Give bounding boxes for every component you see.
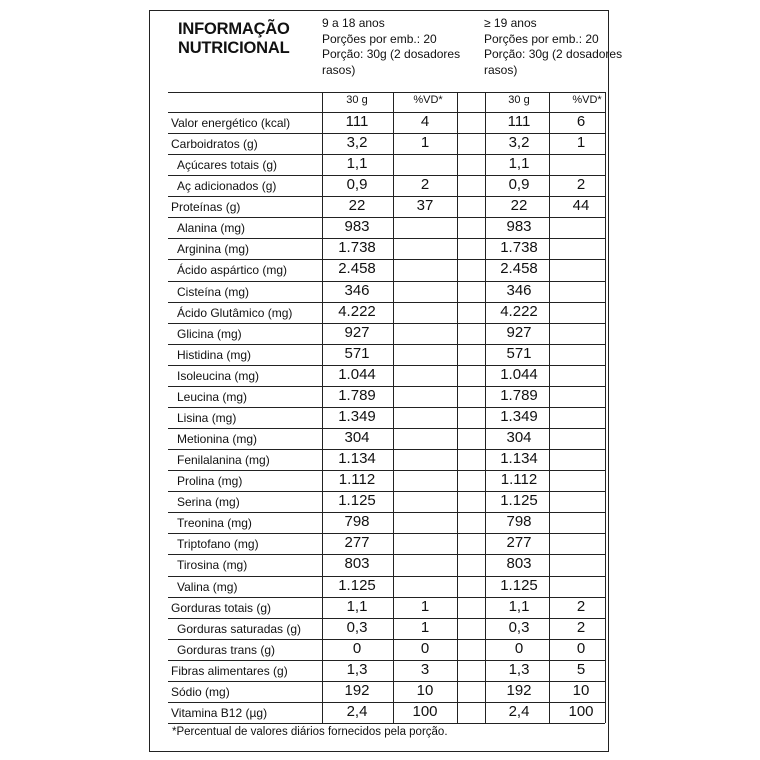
table-row <box>149 681 609 702</box>
value-19-plus: 571 <box>506 344 532 362</box>
column-rule <box>485 92 486 723</box>
table-row <box>149 491 609 512</box>
table-row <box>149 175 609 196</box>
nutrient-label: Fibras alimentares (g) <box>171 663 288 678</box>
vd-9-18: 1 <box>420 618 430 636</box>
value-9-18: 0,9 <box>346 176 368 194</box>
value-9-18: 0,3 <box>346 618 368 636</box>
value-19-plus: 22 <box>510 197 528 215</box>
table-row <box>149 259 609 280</box>
vd-9-18: 2 <box>420 176 430 194</box>
value-19-plus: 983 <box>506 218 532 236</box>
value-9-18: 2,4 <box>346 702 368 720</box>
nutrient-table <box>149 0 609 760</box>
vd-19-plus: 1 <box>576 134 586 152</box>
column-rule <box>393 92 394 723</box>
value-9-18: 1.349 <box>338 407 376 425</box>
vd-19-plus: 2 <box>576 176 586 194</box>
value-19-plus: 1.789 <box>500 386 538 404</box>
value-19-plus: 2.458 <box>500 260 538 278</box>
table-row <box>149 323 609 344</box>
value-9-18: 304 <box>344 429 370 447</box>
nutrient-label: Histidina (mg) <box>177 347 252 362</box>
column-rule <box>457 92 458 723</box>
value-9-18: 803 <box>344 555 370 573</box>
group2-portion: Porção: 30g (2 dosadores <box>484 47 623 61</box>
nutrient-label: Carboidratos (g) <box>171 137 258 152</box>
nutrient-label: Valor energético (kcal) <box>171 116 291 130</box>
value-9-18: 277 <box>344 534 370 552</box>
nutrient-label: Serina (mg) <box>177 495 240 510</box>
value-19-plus: 798 <box>506 513 532 531</box>
value-19-plus: 1.134 <box>500 450 538 468</box>
col-header-vd-2: %VD* <box>572 94 602 106</box>
nutrient-label: Gorduras saturadas (g) <box>177 621 302 636</box>
table-row <box>149 449 609 470</box>
nutrient-label: Sódio (mg) <box>171 684 230 699</box>
value-9-18: 983 <box>344 218 370 236</box>
vd-19-plus: 10 <box>572 681 590 699</box>
table-row <box>149 217 609 238</box>
table-row <box>149 196 609 217</box>
vd-19-plus: 6 <box>576 113 586 130</box>
vd-9-18: 1 <box>420 597 430 615</box>
nutrient-label: Lisina (mg) <box>177 410 237 425</box>
value-19-plus: 1,1 <box>508 155 530 173</box>
vd-19-plus: 100 <box>568 702 594 720</box>
value-19-plus: 1,3 <box>508 660 530 678</box>
value-9-18: 1.738 <box>338 239 376 257</box>
value-9-18: 571 <box>344 344 370 362</box>
nutrient-label: Cisteína (mg) <box>177 284 250 299</box>
row-rule <box>168 723 605 724</box>
nutrient-label: Prolina (mg) <box>177 474 243 489</box>
vd-19-plus: 0 <box>576 639 586 657</box>
nutrient-label: Açúcares totais (g) <box>177 158 278 173</box>
value-19-plus: 1.349 <box>500 407 538 425</box>
vd-19-plus: 2 <box>576 597 586 615</box>
table-row <box>149 112 609 133</box>
table-row <box>149 154 609 175</box>
value-9-18: 0 <box>352 639 362 657</box>
value-9-18: 346 <box>344 281 370 299</box>
table-row <box>149 576 609 597</box>
nutrient-label: Vitamina B12 (µg) <box>171 705 268 720</box>
value-9-18: 798 <box>344 513 370 531</box>
nutrient-label: Proteínas (g) <box>171 200 241 215</box>
group2-age: ≥ 19 anos <box>484 16 537 30</box>
table-row <box>149 554 609 575</box>
group1-age: 9 a 18 anos <box>322 16 385 30</box>
nutrient-label: Tirosina (mg) <box>177 558 248 573</box>
group1-portion: Porção: 30g (2 dosadores <box>322 47 461 61</box>
value-9-18: 1.789 <box>338 386 376 404</box>
value-19-plus: 1.044 <box>500 365 538 383</box>
footnote: *Percentual de valores diários fornecidos pela porção. <box>172 726 448 738</box>
value-19-plus: 3,2 <box>508 134 530 152</box>
nutrient-label: Treonina (mg) <box>177 516 252 531</box>
vd-9-18: 100 <box>412 702 438 720</box>
value-19-plus: 0,3 <box>508 618 530 636</box>
value-19-plus: 0 <box>514 639 524 657</box>
nutrient-label: Valina (mg) <box>177 579 238 594</box>
vd-19-plus: 2 <box>576 618 586 636</box>
value-19-plus: 4.222 <box>500 302 538 320</box>
table-row <box>149 618 609 639</box>
value-9-18: 1.125 <box>338 576 376 594</box>
nutrient-label: Triptofano (mg) <box>177 537 259 552</box>
value-19-plus: 111 <box>507 113 531 130</box>
nutrient-label: Isoleucina (mg) <box>177 368 260 383</box>
value-9-18: 1,1 <box>346 155 368 173</box>
table-row <box>149 533 609 554</box>
value-9-18: 192 <box>344 681 370 699</box>
nutrient-label: Ácido aspártico (mg) <box>177 263 288 278</box>
nutrient-label: Arginina (mg) <box>177 242 250 257</box>
vd-9-18: 4 <box>420 113 430 130</box>
value-9-18: 111 <box>345 113 369 130</box>
table-row <box>149 428 609 449</box>
col-header-portion-2: 30 g <box>508 94 530 106</box>
table-row <box>149 302 609 323</box>
value-9-18: 3,2 <box>346 134 368 152</box>
value-9-18: 1.125 <box>338 492 376 510</box>
value-9-18: 4.222 <box>338 302 376 320</box>
vd-9-18: 37 <box>416 197 434 215</box>
table-row <box>149 597 609 618</box>
value-9-18: 1,3 <box>346 660 368 678</box>
col-header-vd-1: %VD* <box>413 94 443 106</box>
value-19-plus: 1.125 <box>500 576 538 594</box>
nutrient-label: Alanina (mg) <box>177 221 246 236</box>
group1-servings: Porções por emb.: 20 <box>322 31 437 46</box>
value-19-plus: 346 <box>506 281 532 299</box>
nutrient-label: Fenilalanina (mg) <box>177 453 270 468</box>
value-19-plus: 192 <box>506 681 532 699</box>
table-row <box>149 702 609 723</box>
column-rule <box>605 92 606 723</box>
vd-19-plus: 5 <box>576 660 586 678</box>
table-row <box>149 344 609 365</box>
table-row <box>149 365 609 386</box>
nutrient-label: Ácido Glutâmico (mg) <box>177 305 293 320</box>
value-19-plus: 927 <box>506 323 532 341</box>
value-19-plus: 0,9 <box>508 176 530 194</box>
nutrient-label: Glicina (mg) <box>177 326 242 341</box>
header-rule <box>168 92 605 93</box>
nutrient-label: Gorduras trans (g) <box>177 642 276 657</box>
value-9-18: 2.458 <box>338 260 376 278</box>
value-9-18: 1.112 <box>338 471 376 489</box>
nutrient-label: Leucina (mg) <box>177 389 248 404</box>
vd-9-18: 1 <box>420 134 430 152</box>
table-row <box>149 281 609 302</box>
table-row <box>149 238 609 259</box>
value-19-plus: 1.738 <box>500 239 538 257</box>
title-line-2: NUTRICIONAL <box>178 39 290 57</box>
value-19-plus: 304 <box>506 429 532 447</box>
group1-portion-cont: rasos) <box>322 62 356 77</box>
title-line-1: INFORMAÇÃO <box>178 20 290 38</box>
vd-9-18: 10 <box>416 681 434 699</box>
value-9-18: 927 <box>344 323 370 341</box>
table-row <box>149 407 609 428</box>
vd-19-plus: 44 <box>572 197 590 215</box>
table-row <box>149 512 609 533</box>
table-row <box>149 470 609 491</box>
vd-9-18: 3 <box>420 660 430 678</box>
col-header-portion-1: 30 g <box>346 94 368 106</box>
table-row <box>149 639 609 660</box>
value-19-plus: 1,1 <box>508 597 530 615</box>
vd-9-18: 0 <box>420 639 430 657</box>
value-19-plus: 803 <box>506 555 532 573</box>
value-9-18: 1.134 <box>338 450 376 468</box>
value-19-plus: 2,4 <box>508 702 530 720</box>
group2-portion-cont: rasos) <box>484 62 518 77</box>
nutrient-label: Metionina (mg) <box>177 432 258 447</box>
nutrient-label: Aç adicionados (g) <box>177 179 277 194</box>
column-rule <box>322 92 323 723</box>
column-rule <box>549 92 550 723</box>
group2-servings: Porções por emb.: 20 <box>484 31 599 46</box>
value-19-plus: 1.125 <box>500 492 538 510</box>
value-19-plus: 1.112 <box>500 471 538 489</box>
table-row <box>149 386 609 407</box>
value-9-18: 1.044 <box>338 365 376 383</box>
value-9-18: 1,1 <box>346 597 368 615</box>
table-row <box>149 660 609 681</box>
value-19-plus: 277 <box>506 534 532 552</box>
nutrient-label: Gorduras totais (g) <box>171 600 272 615</box>
value-9-18: 22 <box>348 197 366 215</box>
table-row <box>149 133 609 154</box>
